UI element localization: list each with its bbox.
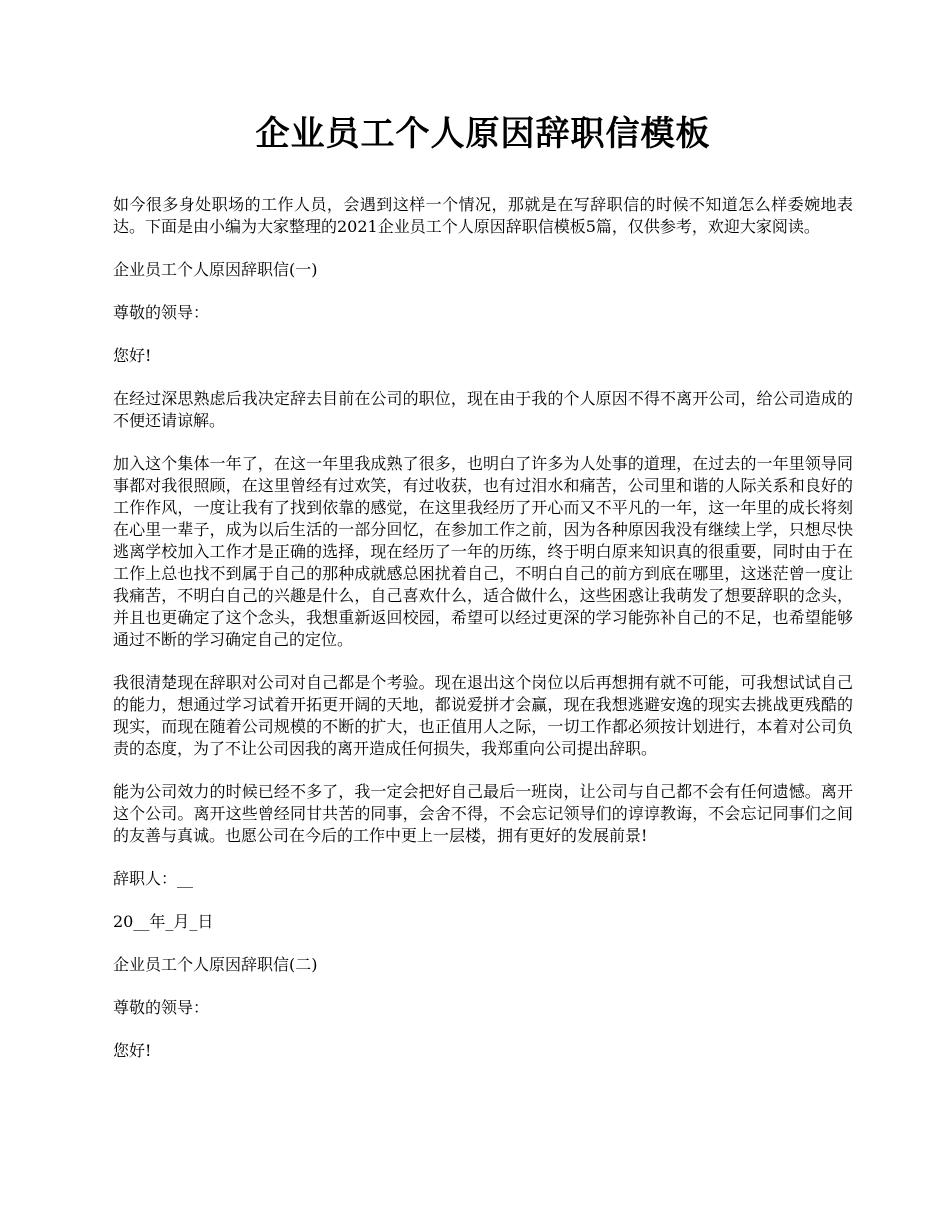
letter-2-salutation: 尊敬的领导： — [113, 998, 210, 1017]
letter-1-date: 20__年_月_日 — [113, 912, 214, 931]
letter-1-body-paragraph: 在经过深思熟虑后我决定辞去目前在公司的职位，现在由于我的个人原因不得不离开公司，给公司造成的不便还请谅解。 — [113, 389, 853, 430]
letter-2-greeting: 您好! — [113, 1041, 152, 1060]
intro-paragraph: 如今很多身处职场的工作人员，会遇到这样一个情况，那就是在写辞职信的时候不知道怎么样委婉地表达。下面是由小编为大家整理的2021企业员工个人原因辞职信模板5篇，仅供参考，欢迎大家阅读。 — [113, 195, 853, 236]
letter-2-heading: 企业员工个人原因辞职信(二) — [113, 955, 318, 974]
document-page — [113, 110, 853, 1083]
letter-1-body-paragraph: 我很清楚现在辞职对公司对自己都是个考验。现在退出这个岗位以后再想拥有就不可能，可我想试试自己的能力，想通过学习试着开拓更开阔的天地，都说爱拼才会赢，现在我想逃避安逸的现实去挑战更残酷的现实，而现在随着公司规模的不断的扩大，也正值用人之际，一切工作都必须按计划进行，本着对公司负责的态度，为了不让公司因我的离开造成任何损失，我郑重向公司提出辞职。 — [113, 673, 853, 758]
letter-1-greeting: 您好! — [113, 346, 152, 365]
letter-1-heading: 企业员工个人原因辞职信(一) — [113, 260, 318, 279]
letter-1-body-paragraph: 加入这个集体一年了，在这一年里我成熟了很多，也明白了许多为人处事的道理，在过去的一年里领导同事都对我很照顾，在这里曾经有过欢笑，有过收获，也有过泪水和痛苦，公司里和谐的人际关系和良好的工作作风，一度让我有了找到依靠的感觉，在这里我经历了开心而又不平凡的一年，这一年里的成长将刻在心里一辈子，成为以后生活的一部分回忆，在参加工作之前，因为各种原因我没有继续上学，只想尽快逃离学校加入工作才是正确的选择，现在经历了一年的历练，终于明白原来知识真的很重要，同时由于在工作上总也找不到属于自己的那种成就感总困扰着自己，不明白自己的前方到底在哪里，这迷茫曾一度让我痛苦，不明白自己的兴趣是什么，自己喜欢什么，适合做什么，这些困惑让我萌发了想要辞职的念头，并且也更确定了这个念头，我想重新返回校园，希望可以经过更深的学习能弥补自己的不足，也希望能够通过不断的学习确定自己的定位。 — [113, 454, 853, 649]
document-title: 企业员工个人原因辞职信模板 — [255, 114, 711, 154]
letter-1-signature: 辞职人：__ — [113, 869, 194, 888]
letter-1-body-paragraph: 能为公司效力的时候已经不多了，我一定会把好自己最后一班岗，让公司与自己都不会有任何遗憾。离开这个公司。离开这些曾经同甘共苦的同事，会舍不得，不会忘记领导们的谆谆教诲，不会忘记同事们之间的友善与真诚。也愿公司在今后的工作中更上一层楼，拥有更好的发展前景! — [113, 782, 853, 845]
letter-1-salutation: 尊敬的领导： — [113, 303, 210, 322]
